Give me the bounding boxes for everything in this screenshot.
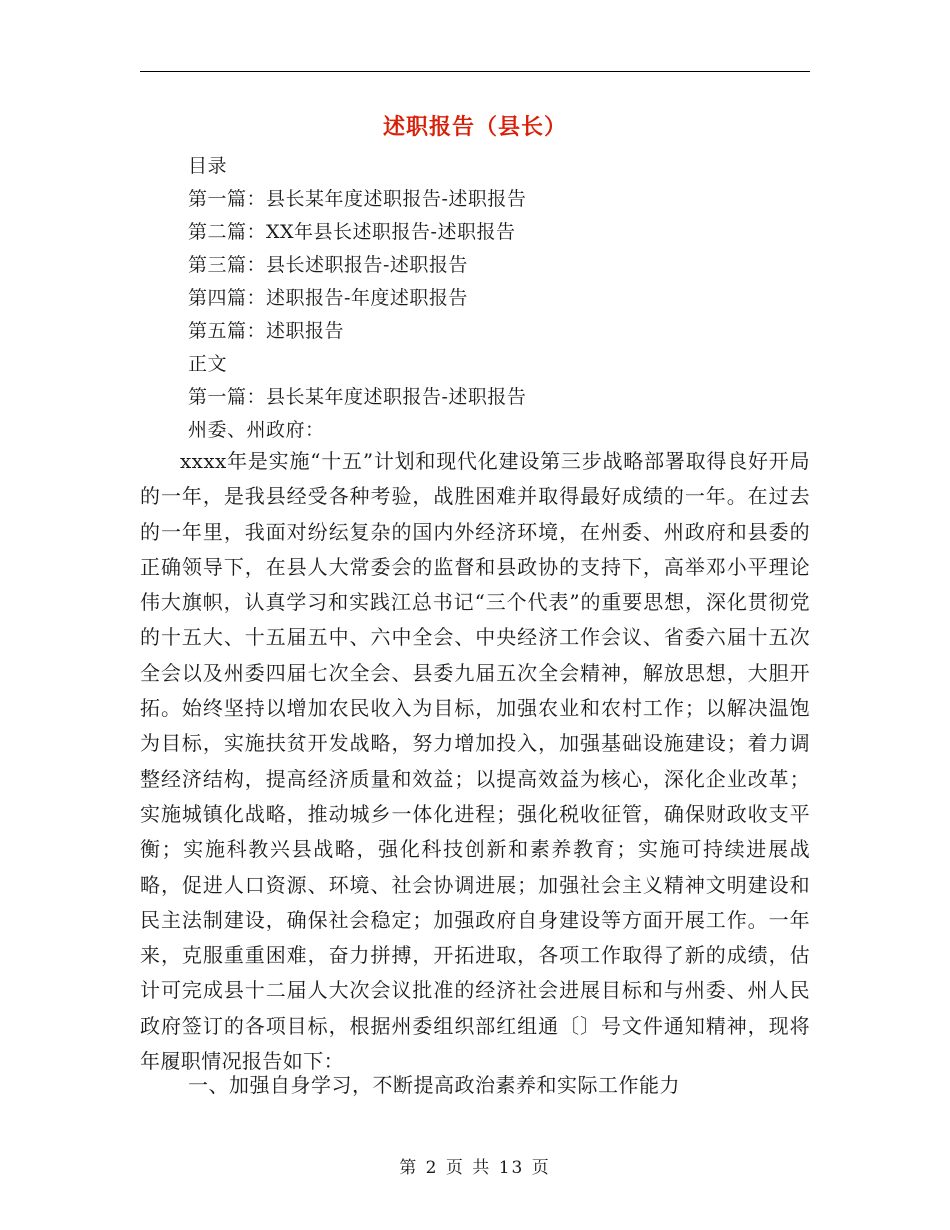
header-rule <box>140 71 810 72</box>
body-label: 正文 <box>188 353 228 375</box>
toc-item: 第五篇：述职报告 <box>188 320 345 342</box>
page-indicator: 第 2 页 共 13 页 <box>399 1158 551 1178</box>
toc-item: 第二篇：XX年县长述职报告-述职报告 <box>188 221 516 243</box>
toc-label: 目录 <box>188 155 228 177</box>
salutation: 州委、州政府： <box>188 419 325 441</box>
toc-item: 第一篇：县长某年度述职报告-述职报告 <box>188 188 527 210</box>
section-heading: 一、加强自身学习，不断提高政治素养和实际工作能力 <box>188 1073 680 1097</box>
section-title: 第一篇：县长某年度述职报告-述职报告 <box>188 386 527 408</box>
table-of-contents <box>188 150 828 447</box>
document-title: 述职报告（县长） <box>382 114 567 140</box>
toc-item: 第三篇：县长述职报告-述职报告 <box>188 254 468 276</box>
body-paragraph: xxxx年是实施“十五”计划和现代化建设第三步战略部署取得良好开局的一年，是我县经受各种考验，战胜困难并取得最好成绩的一年。在过去的一年里，我面对纷纭复杂的国内外经济环境，在州委、州政府和县委的正确领导下，在县人大常委会的监督和县政协的支持下，高举邓小平理论伟大旗帜，认真学习和实践江总书记“三个代表”的重要思想，深化贯彻党的十五大、十五届五中、六中全会、中央经济工作会议、省委六届十五次全会以及州委四届七次全会、县委九届五次全会精神，解放思想，大胆开拓。始终坚持以增加农民收入为目标，加强农业和农村工作；以解决温饱为目标，实施扶贫开发战略，努力增加投入，加强基础设施建设；着力调整经济结构，提高经济质量和效益；以提高效益为核心，深化企业改革；实施城镇化战略，推动城乡一体化进程；强化税收征管，确保财政收支平衡；实施科教兴县战略，强化科技创新和素养教育；实施可持续进展战略，促进人口资源、环境、社会协调进展；加强社会主义精神文明建设和民主法制建设，确保社会稳定；加强政府自身建设等方面开展工作。一年来，克服重重困难，奋力拼搏，开拓进取，各项工作取得了新的成绩，估计可完成县十二届人大次会议批准的经济社会进展目标和与州委、州人民政府签订的各项目标，根据州委组织部红组通〔〕号文件通知精神，现将年履职情况报告如下： <box>140 449 810 1074</box>
toc-item: 第四篇：述职报告-年度述职报告 <box>188 287 468 309</box>
